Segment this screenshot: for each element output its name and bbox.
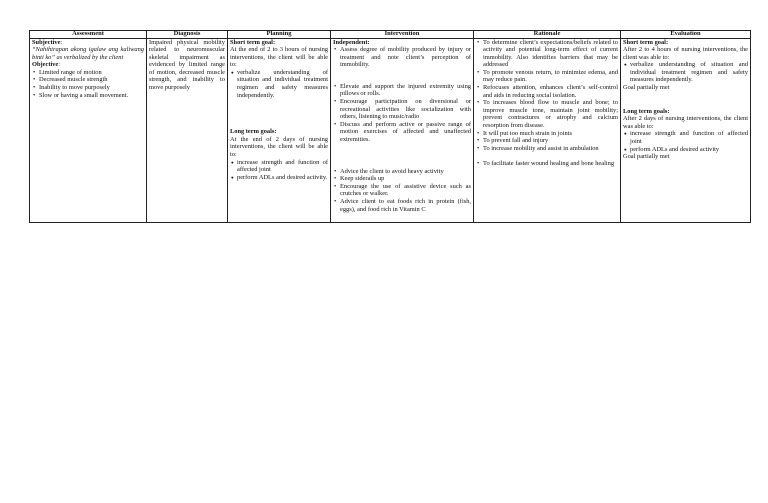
evaluation-short-label: Short term goal: [623, 38, 666, 46]
header-row: [30, 31, 751, 39]
list-item: • To increases blood flow to muscle and bone; to improve muscle tone, maintain joint mobility; prevent contractures or atrophy and calcium resorption from disease.: [483, 99, 618, 129]
header-planning: Planning: [228, 31, 331, 39]
objective-label: Objective: [32, 61, 59, 69]
list-item: • Slow or having a small movement.: [39, 92, 144, 100]
planning-short-list: [230, 69, 328, 99]
header-assessment: Assessment: [30, 31, 147, 39]
list-item: • Discuss and perform active or passive range of motion exercises of affected and unaffected extremities.: [340, 121, 471, 144]
list-item: ● increase strength and function of affected joint: [237, 159, 328, 174]
header-evaluation: Evaluation: [621, 31, 751, 39]
evaluation-long-label: Long term goals: [623, 107, 668, 115]
diagnosis-cell: [147, 38, 228, 222]
planning-short-label: Short term goal: [230, 38, 273, 46]
care-plan-row: [30, 38, 751, 222]
intervention-list-a: [333, 46, 471, 69]
list-item: ● perform ADLs and desired activity.: [237, 174, 328, 182]
list-item: • To increase mobility and assist in ambulation: [483, 145, 618, 153]
list-item: ● verbalize understanding of situation and individual treatment regimen and safety measures independently.: [237, 69, 328, 99]
list-item: • Elevate and support the injured extremity using pillows or rolls.: [340, 83, 471, 98]
evaluation-short-result: Goal partially met: [623, 84, 670, 92]
list-item: • To determine client’s expectations/beliefs related to activity and potential long-term effect of current immobility. Also identifies barriers that may be addressed: [483, 39, 618, 69]
list-item: • Advice client to eat foods rich in protein (fish, eggs), and food rich in Vitamin C: [340, 198, 471, 213]
planning-long-list: [230, 159, 328, 182]
intervention-list-c: [333, 168, 471, 214]
list-item: • To promote venous return, to minimize edema, and may reduce pain.: [483, 69, 618, 84]
list-item: • To facilitate faster wound healing and bone healing: [483, 160, 618, 168]
list-item: • Encourage the use of assistive device such as crutches or walker.: [340, 183, 471, 198]
list-item: • Decreased muscle strength: [39, 76, 144, 84]
subjective-text: “Nahihirapan akong igalaw ang kaliwang binti ko” as verbalized by the client: [32, 46, 144, 61]
list-item: • Encourage participation on diversional or recreational activities like socialization with others, listening to music/radio: [340, 98, 471, 121]
intervention-label: Independent: [333, 38, 368, 46]
list-item: • Keep siderails up: [340, 175, 471, 183]
intervention-cell: Independent: • Assess degree of mobility produced by injury or treatment and note client’s perception of immobility. • Elevate and support the injured extremity using pillows or rolls. • Encourage participation on diversional or recreational activities like socialization with others, listening to music/radio • Discuss and perform active or passive range of motion exercises of affected and unaffected extremities. • Advice the client to avoid heavy activity • Keep siderails up • Encourage the use of assistive device such as crutches or walker. • Advice client to eat foods rich in protein (fish, eggs), and food rich in Vitamin C: [331, 38, 474, 222]
assessment-cell: Subjective: “Nahihirapan akong igalaw ang kaliwang binti ko” as verbalized by the client Objective: • Limited range of motion • Decreased muscle strength • Inability to move purposely • Slow or having a small movement.: [30, 38, 147, 222]
evaluation-long-result: Goal partially met: [623, 153, 670, 161]
list-item: • Limited range of motion: [39, 69, 144, 77]
diagnosis-text: Impaired physical mobility related to neuromuscular skeletal impairment as evidenced by limited range of motion, decreased muscle strength, and inability to move purposely: [149, 38, 225, 92]
evaluation-cell: Short term goal: After 2 to 4 hours of nursing interventions, the client was able to: ● verbalize understanding of situation and individual treatment regimen and safety measures independently. Goal partially met Long term goals: After 2 days of nursing interventions, the client was able to: ● increase strength and function of affected joint ● perform ADLs and desired activity Goal partially met: [621, 38, 751, 222]
list-item: ● verbalize understanding of situation and individual treatment regimen and safety measures independently.: [630, 61, 748, 84]
rationale-cell: [474, 38, 621, 222]
evaluation-long-text: After 2 days of nursing interventions, the client was able to:: [623, 115, 748, 130]
header-diagnosis: Diagnosis: [147, 31, 228, 39]
list-item: • Assess degree of mobility produced by injury or treatment and note client’s perception of immobility.: [340, 46, 471, 69]
intervention-list-b: [333, 83, 471, 144]
planning-short-text: At the end of 2 to 3 hours of nursing interventions, the client will be able to:: [230, 46, 328, 69]
list-item: • Advice the client to avoid heavy activity: [340, 168, 471, 176]
objective-list: [32, 69, 144, 99]
rationale-list-a: [476, 39, 618, 153]
header-rationale: Rationale: [474, 31, 621, 39]
list-item: ● increase strength and function of affected joint: [630, 130, 748, 145]
planning-cell: Short term goal: At the end of 2 to 3 hours of nursing interventions, the client will be able to: ● verbalize understanding of situation and individual treatment regimen and safety measures independently. Long term goals: At the end of 2 days of nursing interventions, the client will be able to: ● increase strength and function of affected joint ● perform ADLs and desired activity.: [228, 38, 331, 222]
header-intervention: Intervention: [331, 31, 474, 39]
rationale-list-b: [476, 160, 618, 168]
list-item: • Refocuses attention, enhances client’s self-control and aids in reducing social isolation.: [483, 84, 618, 99]
subjective-label: Subjective: [32, 38, 61, 46]
list-item: • To prevent fall and injury: [483, 137, 618, 145]
list-item: • Inability to move purposely: [39, 84, 144, 92]
list-item: • It will put too much strain in joints: [483, 130, 618, 138]
evaluation-long-list: [623, 130, 748, 153]
evaluation-short-text: After 2 to 4 hours of nursing interventions, the client was able to:: [623, 46, 748, 61]
planning-long-label: Long term goals: [230, 128, 275, 136]
list-item: ● perform ADLs and desired activity: [630, 146, 748, 154]
nursing-care-plan-table: [29, 30, 751, 223]
planning-long-text: At the end of 2 days of nursing interventions, the client will be able to:: [230, 135, 328, 159]
evaluation-short-list: [623, 61, 748, 84]
